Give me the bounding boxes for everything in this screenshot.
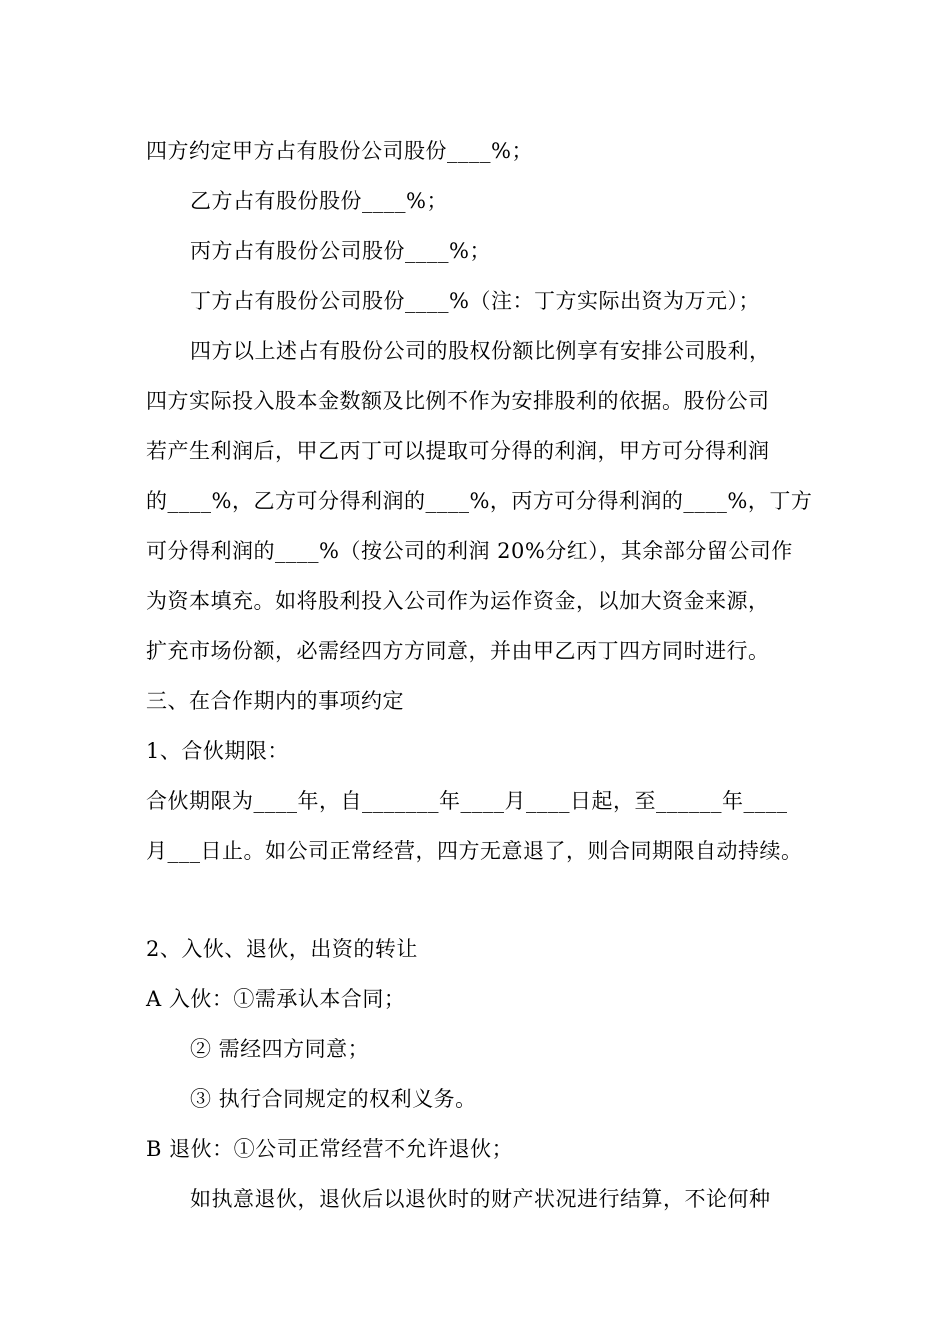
subsection-heading: 2、入伙、退伙，出资的转让 xyxy=(146,937,418,961)
text-line: 合伙期限为____年，自_______年____月____日起，至______年____ xyxy=(146,789,788,813)
text-line: ③ 执行合同规定的权利义务。 xyxy=(190,1087,477,1111)
text-line: 丁方占有股份公司股份____%（注：丁方实际出资为万元）； xyxy=(190,289,760,313)
text-line: 乙方占有股份股份____%； xyxy=(190,189,448,213)
text-line: 四方以上述占有股份公司的股权份额比例享有安排公司股利， xyxy=(190,339,771,363)
text-line: 扩充市场份额，必需经四方方同意，并由甲乙丙丁四方同时进行。 xyxy=(146,639,770,663)
text-line: 月___日止。如公司正常经营，四方无意退了，则合同期限自动持续。 xyxy=(146,839,803,863)
text-line: 可分得利润的____%（按公司的利润 20%分红），其余部分留公司作 xyxy=(146,539,793,563)
subsection-heading: 1、合伙期限： xyxy=(146,739,289,763)
text-line: 四方约定甲方占有股份公司股份____%； xyxy=(146,139,533,163)
text-line: 如执意退伙，退伙后以退伙时的财产状况进行结算，不论何种 xyxy=(190,1187,771,1211)
text-line: B 退伙：①公司正常经营不允许退伙； xyxy=(146,1137,514,1161)
text-line: 的____%，乙方可分得利润的____%，丙方可分得利润的____%，丁方 xyxy=(146,489,813,513)
text-line: ② 需经四方同意； xyxy=(190,1037,370,1061)
section-heading: 三、在合作期内的事项约定 xyxy=(146,689,404,713)
text-line: 若产生利润后，甲乙丙丁可以提取可分得的利润，甲方可分得利润 xyxy=(146,439,770,463)
text-line: 为资本填充。如将股利投入公司作为运作资金，以加大资金来源， xyxy=(146,589,770,613)
text-line: 四方实际投入股本金数额及比例不作为安排股利的依据。股份公司 xyxy=(146,389,770,413)
text-line: A 入伙：①需承认本合同； xyxy=(146,987,406,1011)
text-line: 丙方占有股份公司股份____%； xyxy=(190,239,491,263)
